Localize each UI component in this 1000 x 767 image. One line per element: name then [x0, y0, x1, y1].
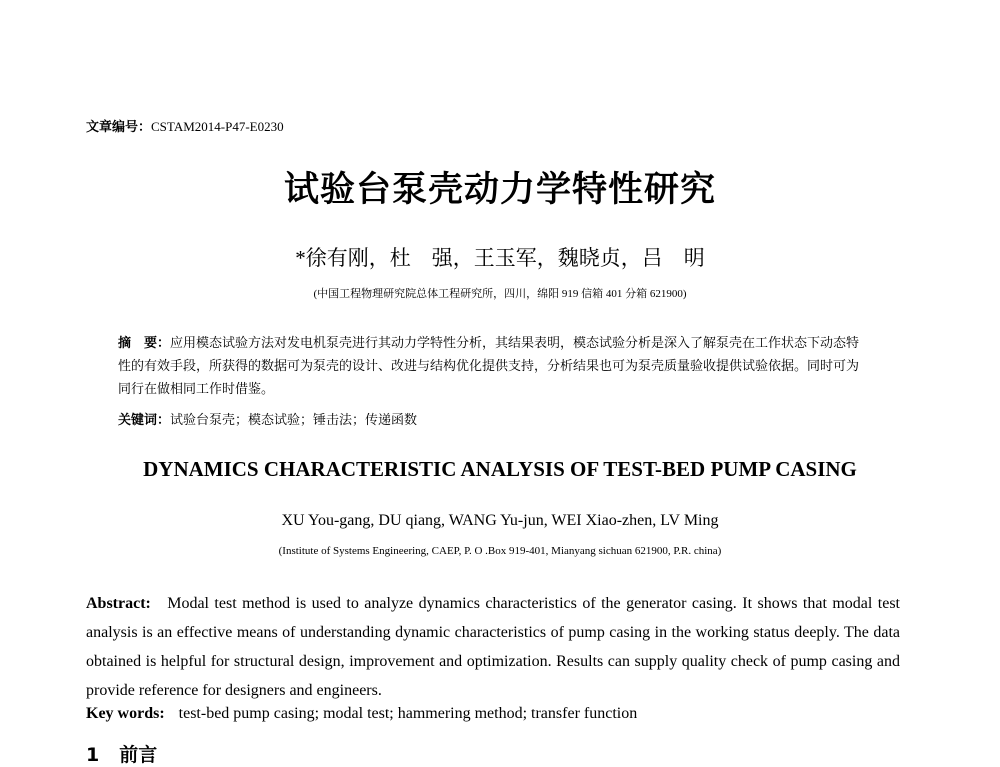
- section-title: 前言: [119, 744, 158, 766]
- english-abstract: [86, 589, 900, 705]
- article-number: [86, 116, 284, 135]
- chinese-abstract-label: 摘 要：: [118, 335, 171, 350]
- section-number: 1: [86, 744, 100, 766]
- english-affiliation: (Institute of Systems Engineering, CAEP, P. O .Box 919-401, Mianyang sichuan 621900, P.R. china): [278, 545, 722, 557]
- english-authors: XU You-gang, DU qiang, WANG Yu-jun, WEI Xiao-zhen, LV Ming: [281, 512, 719, 529]
- article-number-label: 文章编号：: [86, 119, 152, 134]
- chinese-title: 试验台泵壳动力学特性研究: [283, 170, 716, 210]
- chinese-keywords-label: 关键词：: [118, 412, 171, 427]
- chinese-abstract: [118, 331, 870, 400]
- chinese-authors: *徐有刚，杜 强，王玉军，魏晓贞，吕 明: [295, 246, 705, 270]
- chinese-keywords-text: 试验台泵壳；模态试验；锤击法；传递函数: [170, 412, 418, 427]
- section-heading: [86, 740, 157, 767]
- english-abstract-text: Modal test method is used to analyze dynamics characteristics of the generator casing. It shows that modal test analysis is an effective means of understanding dynamic characteristics of pump casing in the working status deeply. The data obtained is helpful for structural design, improvement and optimization. Results can supply quality check of pump casing and provide reference for designers and engineers.: [86, 595, 901, 699]
- english-keywords-text: test-bed pump casing; modal test; hammering method; transfer function: [178, 705, 638, 722]
- chinese-keywords: [118, 409, 417, 428]
- article-number-value: CSTAM2014-P47-E0230: [151, 119, 284, 134]
- english-abstract-label: Abstract:: [86, 595, 151, 612]
- english-title: DYNAMICS CHARACTERISTIC ANALYSIS OF TEST-BED PUMP CASING: [143, 457, 857, 481]
- chinese-abstract-text: 应用模态试验方法对发电机泵壳进行其动力学特性分析，其结果表明，模态试验分析是深入了解泵壳在工作状态下动态特性的有效手段，所获得的数据可为泵壳的设计、改进与结构优化提供支持，分析结果也可为泵壳质量验收提供试验依据。同时可为同行在做相同工作时借鉴。: [118, 335, 860, 396]
- english-keywords-label: Key words:: [86, 705, 165, 722]
- english-keywords: [86, 705, 637, 723]
- chinese-affiliation: (中国工程物理研究院总体工程研究所，四川，绵阳 919 信箱 401 分箱 621900): [313, 288, 687, 300]
